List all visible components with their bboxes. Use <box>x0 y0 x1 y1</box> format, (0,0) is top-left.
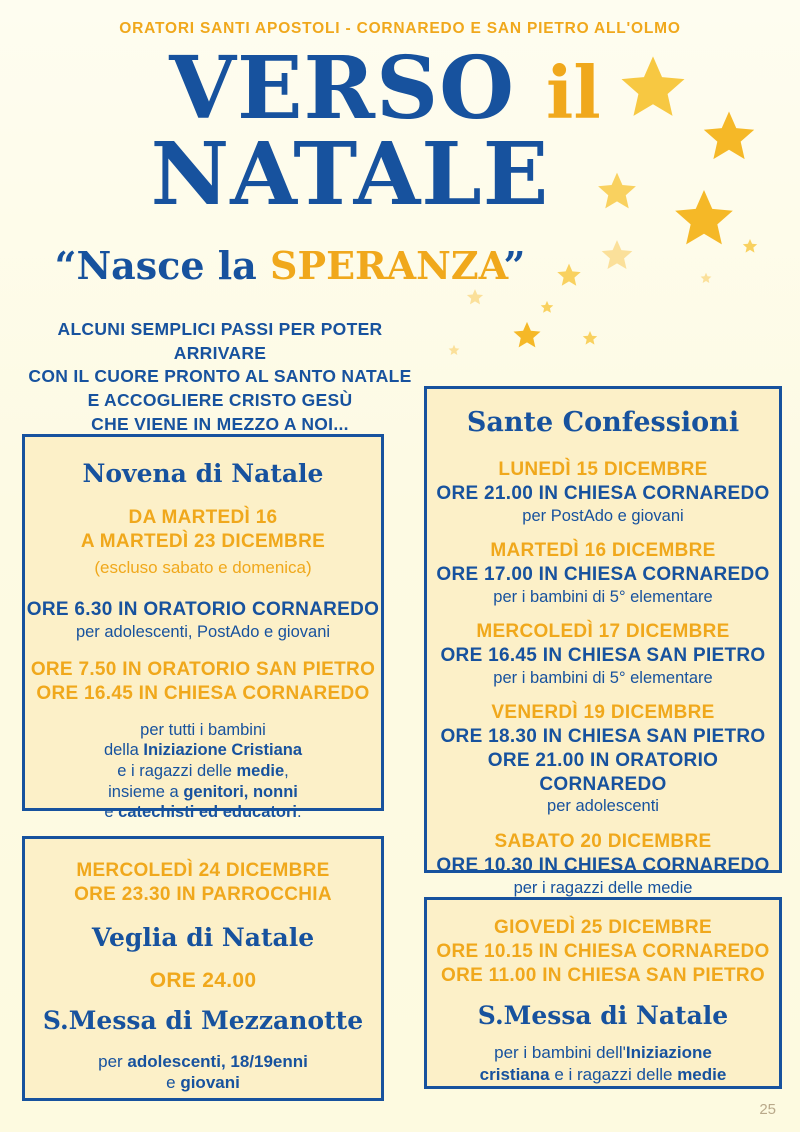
confessioni-who: per i bambini di 5° elementare <box>493 587 713 606</box>
novena-who-text: e i ragazzi delle <box>117 761 237 780</box>
confessioni-entry <box>427 620 779 688</box>
poster-subtitle <box>0 243 690 288</box>
intro-line: E ACCOGLIERE CRISTO GESÙ <box>87 389 353 410</box>
intro-line: ALCUNI SEMPLICI PASSI PER POTER ARRIVARE <box>57 319 383 363</box>
veglia-who-text: per <box>98 1051 128 1071</box>
natale-who-text: e i ragazzi delle <box>549 1064 678 1084</box>
page-number: 25 <box>759 1101 776 1118</box>
confessioni-day: VENERDÌ 19 DICEMBRE <box>491 702 715 724</box>
novena-who-line <box>25 740 381 761</box>
novena-slot1-time: ORE 6.30 IN ORATORIO CORNAREDO <box>26 598 380 620</box>
poster-intro <box>10 318 430 436</box>
veglia-title: Veglia di Natale <box>91 922 315 952</box>
natale-who-strong: Iniziazione <box>625 1043 712 1063</box>
subtitle-open: “Nasce la <box>54 243 271 288</box>
star-icon <box>512 320 542 350</box>
confessioni-day: MERCOLEDÌ 17 DICEMBRE <box>476 621 730 643</box>
intro-line: CON IL CUORE PRONTO AL SANTO NATALE <box>28 366 412 387</box>
novena-date-line-1: DA MARTEDÌ 16 <box>128 507 278 528</box>
novena-who-strong: medie <box>236 761 285 780</box>
veglia-time-top: ORE 23.30 IN PARROCCHIA <box>74 883 332 905</box>
veglia-who-strong: adolescenti, 18/19enni <box>127 1051 308 1071</box>
confessioni-time: ORE 18.30 IN CHIESA SAN PIETRO <box>440 726 766 748</box>
confessioni-who: per PostAdo e giovani <box>522 506 684 525</box>
veglia-title-2: S.Messa di Mezzanotte <box>42 1005 364 1035</box>
novena-title: Novena di Natale <box>82 459 324 488</box>
confessioni-who: per i ragazzi delle medie <box>513 878 693 897</box>
veglia-time-mid: ORE 24.00 <box>149 968 257 992</box>
confessioni-who: per adolescenti <box>547 797 659 816</box>
confessioni-time: ORE 21.00 IN ORATORIO CORNAREDO <box>487 749 719 795</box>
confessioni-day: LUNEDÌ 15 DICEMBRE <box>498 459 708 480</box>
novena-who-line <box>25 802 381 823</box>
novena-who-line <box>25 782 381 803</box>
title-line-2: NATALE <box>150 123 550 225</box>
star-icon <box>466 288 484 306</box>
veglia-who-text: e <box>166 1073 181 1092</box>
veglia-date: MERCOLEDÌ 24 DICEMBRE <box>76 860 330 881</box>
novena-who-strong: genitori, nonni <box>183 782 298 801</box>
confessioni-day: SABATO 20 DICEMBRE <box>494 831 712 852</box>
confessioni-title: Sante Confessioni <box>466 407 740 438</box>
natale-who-text: per i bambini dell' <box>494 1043 626 1063</box>
poster-kicker: ORATORI SANTI APOSTOLI - CORNAREDO E SAN PIETRO ALL'OLMO <box>119 20 681 37</box>
veglia-box <box>22 836 384 1101</box>
confessioni-time: ORE 10.30 IN CHIESA CORNAREDO <box>436 854 770 876</box>
novena-note: (escluso sabato e domenica) <box>94 557 312 577</box>
natale-title: S.Messa di Natale <box>477 1001 729 1031</box>
confessioni-time: ORE 21.00 IN CHIESA CORNAREDO <box>436 482 770 504</box>
confessioni-day: MARTEDÌ 16 DICEMBRE <box>490 540 716 562</box>
natale-time-a: ORE 10.15 IN CHIESA CORNAREDO <box>436 940 770 962</box>
veglia-who-line <box>25 1072 381 1093</box>
title-verso: VERSO <box>169 38 516 139</box>
novena-box <box>22 434 384 822</box>
confessioni-who: per i bambini di 5° elementare <box>493 668 713 687</box>
novena-slot1-who: per adolescenti, PostAdo e giovani <box>75 622 331 641</box>
confessioni-entry <box>427 458 779 526</box>
star-icon <box>742 238 758 254</box>
natale-who-strong: cristiana <box>479 1064 550 1084</box>
title-line-1 <box>0 38 800 139</box>
star-icon <box>540 300 554 314</box>
natale-time-b: ORE 11.00 IN CHIESA SAN PIETRO <box>441 964 765 986</box>
subtitle-close: ” <box>503 243 526 288</box>
confessioni-box <box>424 386 782 897</box>
confessioni-entry <box>427 701 779 817</box>
novena-who-text: e <box>104 803 119 822</box>
title-il: il <box>546 50 601 135</box>
novena-who-text: insieme a <box>108 782 184 801</box>
messa-natale-box <box>424 897 782 1089</box>
veglia-who-strong: giovani <box>180 1073 240 1092</box>
natale-who-line <box>427 1042 779 1063</box>
novena-who-line <box>25 761 381 782</box>
natale-who-line <box>427 1064 779 1085</box>
star-icon <box>448 344 460 356</box>
confessioni-time: ORE 16.45 IN CHIESA SAN PIETRO <box>440 645 766 666</box>
star-icon <box>582 330 598 346</box>
novena-who-text: , <box>284 761 289 780</box>
natale-date: GIOVEDÌ 25 DICEMBRE <box>494 917 712 938</box>
intro-line: CHE VIENE IN MEZZO A NOI... <box>91 413 349 434</box>
natale-who-strong: medie <box>677 1064 727 1084</box>
novena-who-text: . <box>296 803 302 822</box>
confessioni-time: ORE 17.00 IN CHIESA CORNAREDO <box>436 563 770 585</box>
poster-title <box>0 38 800 225</box>
veglia-who-line <box>25 1051 381 1072</box>
novena-who-line: per tutti i bambini <box>140 720 266 739</box>
novena-who-text: della <box>103 741 144 760</box>
novena-date-line-2: A MARTEDÌ 23 DICEMBRE <box>80 530 326 552</box>
subtitle-accent: SPERANZA <box>270 243 504 288</box>
star-icon <box>700 272 712 284</box>
novena-who-strong: Iniziazione Cristiana <box>143 741 303 760</box>
novena-slot2-time-a: ORE 7.50 IN ORATORIO SAN PIETRO <box>30 659 376 681</box>
confessioni-entry <box>427 830 779 898</box>
novena-slot2-time-b: ORE 16.45 IN CHIESA CORNAREDO <box>36 682 370 704</box>
novena-who-strong: catechisti ed educatori <box>118 803 297 822</box>
confessioni-entry <box>427 539 779 607</box>
